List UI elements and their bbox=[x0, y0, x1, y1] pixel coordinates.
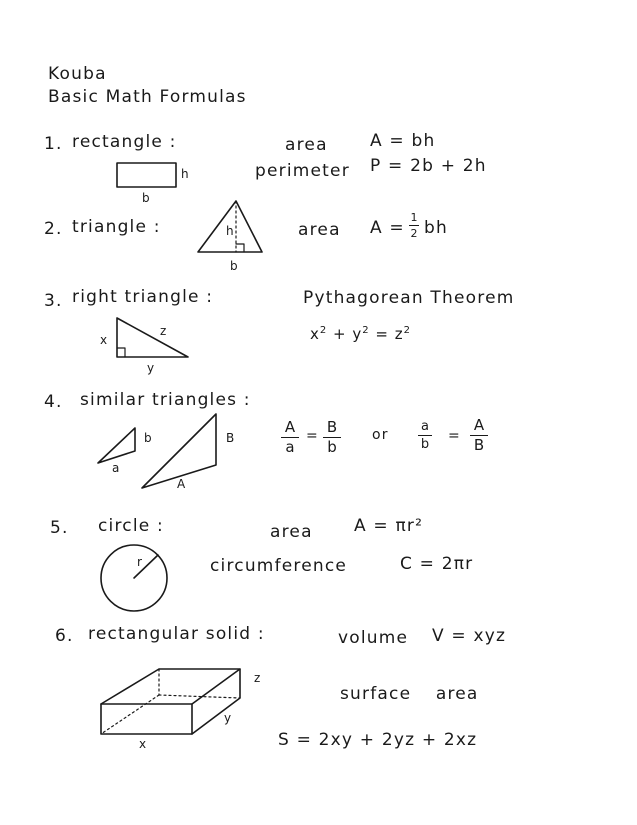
ratio-2-right-numerator: A bbox=[473, 416, 485, 434]
section-3-number: 3. bbox=[44, 291, 63, 311]
section-4-number: 4. bbox=[44, 392, 63, 412]
author-name: Kouba bbox=[48, 64, 107, 84]
pythagorean-term-z: = z bbox=[375, 325, 404, 343]
right-triangle-y-label: y bbox=[147, 361, 155, 375]
ratio-1-right-numerator: B bbox=[326, 418, 338, 436]
solid-volume-label: volume bbox=[338, 628, 409, 648]
triangle-area-formula-suffix: bh bbox=[424, 218, 448, 238]
section-6-number: 6. bbox=[55, 626, 74, 646]
pythagorean-exp-x: 2 bbox=[319, 325, 328, 336]
ratio-1-left-denominator: a bbox=[285, 438, 295, 456]
section-1-number: 1. bbox=[44, 134, 63, 154]
ratio-1-left-numerator: A bbox=[284, 418, 296, 436]
pythagorean-exp-z: 2 bbox=[403, 325, 412, 336]
solid-volume-formula: V = xyz bbox=[432, 626, 507, 646]
rectangle-perimeter-formula: P = 2b + 2h bbox=[370, 156, 487, 176]
pythagorean-exp-y: 2 bbox=[362, 325, 370, 336]
right-triangle-x-label: x bbox=[100, 333, 108, 347]
triangle-height-label: h bbox=[226, 224, 234, 238]
small-triangle-a-label: a bbox=[112, 461, 120, 475]
solid-surface-area-label: surface area bbox=[340, 684, 479, 704]
section-5-number: 5. bbox=[50, 518, 69, 538]
solid-z-label: z bbox=[254, 671, 261, 685]
triangle-base-label: b bbox=[230, 259, 238, 273]
large-triangle-B-label: B bbox=[226, 431, 235, 445]
right-triangle-z-label: z bbox=[160, 324, 167, 338]
rectangle-height-label: h bbox=[181, 167, 189, 181]
circle-circumference-label: circumference bbox=[210, 556, 348, 576]
ratio-2-right-denominator: B bbox=[473, 436, 485, 454]
solid-x-label: x bbox=[139, 737, 147, 751]
pythagorean-theorem-title: Pythagorean Theorem bbox=[303, 288, 515, 308]
solid-surface-area-formula: S = 2xy + 2yz + 2xz bbox=[278, 730, 478, 750]
section-2-number: 2. bbox=[44, 219, 63, 239]
large-triangle-A-label: A bbox=[177, 477, 186, 491]
pythagorean-term-x: x bbox=[310, 325, 320, 343]
section-6-title: rectangular solid : bbox=[88, 624, 265, 644]
section-1-title: rectangle : bbox=[72, 132, 177, 152]
ratio-1-equals: = bbox=[306, 428, 319, 444]
rectangle-area-label: area bbox=[285, 135, 328, 155]
triangle-fraction-denominator: 2 bbox=[410, 227, 418, 240]
solid-y-label: y bbox=[224, 711, 232, 725]
pythagorean-term-y: + y bbox=[333, 325, 363, 343]
rectangle-perimeter-label: perimeter bbox=[255, 161, 350, 181]
section-4-title: similar triangles : bbox=[80, 390, 251, 410]
page-title: Basic Math Formulas bbox=[48, 87, 247, 107]
small-triangle-b-label: b bbox=[144, 431, 152, 445]
ratio-1-right-denominator: b bbox=[327, 438, 337, 456]
ratio-2-left-numerator: a bbox=[421, 419, 429, 434]
section-3-title: right triangle : bbox=[72, 287, 214, 307]
triangle-fraction-numerator: 1 bbox=[410, 211, 418, 224]
circle-circumference-formula: C = 2πr bbox=[400, 554, 474, 574]
rectangle-area-formula: A = bh bbox=[370, 131, 436, 151]
circle-radius-label: r bbox=[137, 555, 142, 569]
section-2-title: triangle : bbox=[72, 217, 161, 237]
ratio-2-left-denominator: b bbox=[420, 437, 430, 452]
circle-area-label: area bbox=[270, 522, 313, 542]
ratio-connector-or: or bbox=[372, 427, 389, 443]
circle-area-formula: A = πr² bbox=[354, 516, 424, 536]
triangle-area-label: area bbox=[298, 220, 341, 240]
rectangle-base-label: b bbox=[142, 191, 150, 205]
ratio-2-equals: = bbox=[448, 428, 461, 444]
triangle-area-formula-prefix: A = bbox=[370, 218, 405, 238]
section-5-title: circle : bbox=[98, 516, 164, 536]
